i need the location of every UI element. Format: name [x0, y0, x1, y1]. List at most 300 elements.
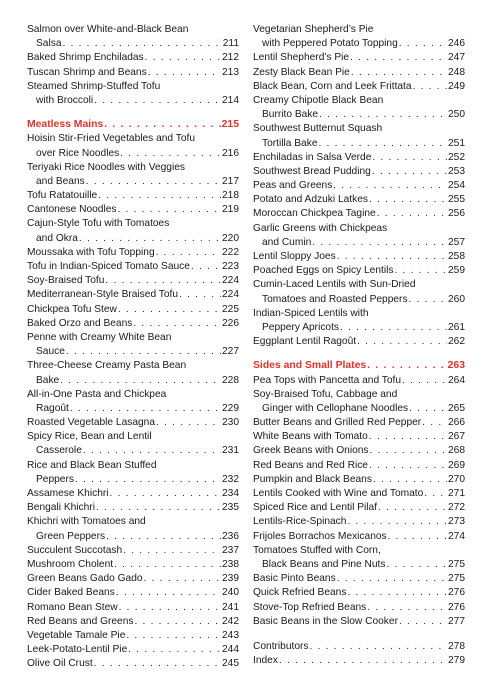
- toc-entry-title: Three-Cheese Creamy Pasta Bean: [27, 360, 187, 372]
- dot-leader: [62, 37, 221, 51]
- toc-entry-title: Baked Shrimp Enchiladas: [27, 52, 144, 64]
- toc-entry-line: [27, 260, 239, 274]
- toc-entry-line: [27, 147, 239, 161]
- toc-entry-title: Peppery Apricots: [262, 321, 340, 333]
- dot-leader: [106, 530, 221, 544]
- toc-entry[interactable]: [27, 515, 239, 543]
- toc-section-heading[interactable]: [253, 359, 465, 373]
- toc-page-number: 271: [448, 488, 465, 499]
- toc-entry[interactable]: [253, 23, 465, 51]
- toc-entry[interactable]: [253, 51, 465, 65]
- toc-entry[interactable]: [253, 179, 465, 193]
- toc-entry[interactable]: [27, 586, 239, 600]
- toc-entry-line: [253, 416, 465, 430]
- dot-leader: [372, 151, 447, 165]
- toc-entry-line: [253, 374, 465, 388]
- toc-entry-title: Spicy Rice, Bean and Lentil: [27, 431, 152, 443]
- toc-entry-line: [253, 444, 465, 458]
- toc-entry[interactable]: [253, 544, 465, 572]
- dot-leader: [413, 80, 447, 94]
- toc-entry[interactable]: [253, 94, 465, 122]
- toc-entry-line: [253, 544, 465, 558]
- toc-entry-line: [27, 615, 239, 629]
- dot-leader: [70, 402, 221, 416]
- toc-entry-line: [253, 37, 465, 51]
- toc-entry[interactable]: [27, 487, 239, 501]
- toc-page-number: 275: [448, 573, 465, 585]
- toc-entry[interactable]: [253, 473, 465, 487]
- toc-entry[interactable]: [27, 501, 239, 515]
- toc-page-number: 254: [448, 180, 465, 192]
- toc-right-column: [253, 23, 465, 668]
- toc-entry-title: Moroccan Chickpea Tagine: [253, 208, 376, 220]
- dot-leader: [118, 303, 221, 317]
- toc-entry[interactable]: [253, 207, 465, 221]
- toc-entry-title: Lentil Sloppy Joes: [253, 251, 336, 262]
- toc-entry[interactable]: [253, 640, 465, 654]
- toc-entry-line: [253, 23, 465, 37]
- toc-page-number: 214: [222, 94, 239, 106]
- toc-entry-line: [27, 246, 239, 260]
- toc-entry-title: White Beans with Tomato: [253, 431, 368, 443]
- toc-entry-line: [253, 94, 465, 108]
- toc-entry[interactable]: [253, 193, 465, 207]
- toc-entry-title: Pea Tops with Pancetta and Tofu: [253, 374, 402, 386]
- toc-entry-line: [27, 51, 239, 65]
- dot-leader: [319, 137, 448, 151]
- toc-entry-line: [253, 459, 465, 473]
- toc-entry-title: Penne with Creamy White Bean: [27, 331, 172, 343]
- toc-spacer: [253, 629, 465, 640]
- dot-leader: [409, 293, 447, 307]
- toc-entry[interactable]: [253, 459, 465, 473]
- dot-leader: [422, 416, 447, 430]
- toc-entry[interactable]: [27, 317, 239, 331]
- toc-entry-line: [253, 601, 465, 615]
- dot-leader: [86, 175, 221, 189]
- toc-entry-title: Ginger with Cellophane Noodles: [262, 402, 409, 414]
- toc-page-number: 269: [448, 459, 465, 471]
- toc-page-number: 244: [222, 644, 239, 656]
- toc-entry-line: [253, 179, 465, 193]
- toc-entry-title: Tomatoes Stuffed with Corn,: [253, 544, 381, 556]
- dot-leader: [373, 473, 447, 487]
- toc-entry[interactable]: [27, 388, 239, 416]
- toc-entry-line: [27, 37, 239, 51]
- toc-page-number: 266: [448, 417, 465, 429]
- toc-entry[interactable]: [253, 444, 465, 458]
- toc-entry[interactable]: [27, 601, 239, 615]
- dot-leader: [83, 444, 221, 458]
- toc-entry[interactable]: [27, 132, 239, 160]
- dot-leader: [333, 179, 447, 193]
- toc-page-number: 213: [222, 66, 239, 78]
- dot-leader: [424, 487, 447, 501]
- toc-entry-title: Teriyaki Rice Noodles with Veggies: [27, 161, 185, 173]
- dot-leader: [350, 51, 447, 65]
- toc-entry-line: [27, 657, 239, 671]
- dot-leader: [191, 260, 221, 274]
- toc-entry-line: [253, 307, 465, 321]
- toc-page-number: 225: [222, 303, 239, 315]
- toc-page-number: 276: [448, 601, 465, 613]
- toc-entry-title: Assamese Khichri: [27, 488, 109, 499]
- toc-entry-title: Quick Refried Beans: [253, 587, 347, 599]
- toc-page-number: 273: [448, 516, 465, 528]
- toc-entry-title: Stove-Top Refried Beans: [253, 601, 367, 613]
- toc-entry-title: Soy-Braised Tofu, Cabbage and: [253, 388, 398, 400]
- toc-entry[interactable]: [27, 359, 239, 387]
- dot-leader: [399, 615, 447, 629]
- toc-entry-title: Romano Bean Stew: [27, 601, 118, 613]
- toc-entry[interactable]: [27, 274, 239, 288]
- toc-entry-title: Poached Eggs on Spicy Lentils: [253, 265, 394, 277]
- toc-page-number: 261: [448, 321, 465, 333]
- toc-page-number: 264: [448, 374, 465, 386]
- dot-leader: [114, 558, 221, 572]
- toc-entry-title: Eggplant Lentil Ragoût: [253, 336, 357, 348]
- toc-entry-title: Ragoût: [36, 402, 69, 414]
- dot-leader: [386, 558, 447, 572]
- toc-entry-title: Cajun-Style Tofu with Tomatoes: [27, 218, 170, 230]
- toc-page-number: 268: [448, 445, 465, 457]
- toc-entry-line: [253, 193, 465, 207]
- toc-entry-line: [27, 487, 239, 501]
- toc-entry[interactable]: [27, 303, 239, 317]
- toc-entry-title: Red Beans and Greens: [27, 615, 134, 627]
- dot-leader: [117, 203, 221, 217]
- toc-page-number: 260: [448, 293, 465, 305]
- toc-entry[interactable]: [27, 643, 239, 657]
- toc-entry[interactable]: [253, 601, 465, 615]
- toc-entry-title: Indian-Spiced Lentils with: [253, 307, 369, 319]
- toc-page-number: 237: [222, 544, 239, 556]
- toc-left-column: [27, 23, 239, 671]
- toc-entry[interactable]: [27, 260, 239, 274]
- toc-entry-title: Southwest Bread Pudding: [253, 165, 371, 177]
- toc-page-number: 272: [448, 502, 465, 514]
- toc-entry-title: Baked Orzo and Beans: [27, 317, 133, 329]
- toc-entry-title: Basic Pinto Beans: [253, 573, 336, 585]
- toc-entry-title: Lentils Cooked with Wine and Tomato: [253, 488, 424, 499]
- toc-entry-line: [27, 317, 239, 331]
- toc-page-number: 252: [448, 151, 465, 163]
- dot-leader: [372, 165, 447, 179]
- dot-leader: [179, 288, 221, 302]
- toc-entry-line: [27, 80, 239, 94]
- toc-entry-line: [253, 640, 465, 654]
- toc-entry[interactable]: [27, 629, 239, 643]
- toc-page-number: 253: [448, 165, 465, 177]
- toc-page-number: 232: [222, 473, 239, 485]
- toc-entry-line: [27, 66, 239, 80]
- toc-entry-line: [27, 444, 239, 458]
- toc-entry[interactable]: [27, 572, 239, 586]
- toc-entry-line: [27, 23, 239, 37]
- toc-entry-title: Southwest Butternut Squash: [253, 123, 383, 135]
- toc-page-number: 222: [222, 246, 239, 258]
- toc-entry[interactable]: [253, 278, 465, 306]
- toc-entry-title: with Peppered Potato Topping: [262, 38, 398, 50]
- toc-entry-line: [27, 359, 239, 373]
- toc-entry[interactable]: [253, 122, 465, 150]
- dot-leader: [369, 193, 447, 207]
- toc-page-number: 234: [222, 488, 239, 499]
- toc-page-number: 220: [222, 232, 239, 244]
- toc-entry-title: and Cumin: [262, 236, 312, 248]
- toc-entry-line: [27, 388, 239, 402]
- toc-entry-title: Burrito Bake: [262, 109, 319, 121]
- toc-page-number: 227: [222, 346, 239, 358]
- toc-entry[interactable]: [253, 222, 465, 250]
- dot-leader: [75, 473, 221, 487]
- dot-leader: [370, 444, 447, 458]
- toc-entry-title: Chickpea Tofu Stew: [27, 303, 117, 315]
- toc-page-number: 251: [448, 137, 465, 149]
- toc-entry[interactable]: [253, 416, 465, 430]
- toc-entry-line: [253, 402, 465, 416]
- toc-entry[interactable]: [27, 161, 239, 189]
- toc-page-number: 229: [222, 402, 239, 414]
- toc-entry[interactable]: [253, 615, 465, 629]
- toc-entry-line: [27, 331, 239, 345]
- dot-leader: [378, 501, 447, 515]
- toc-page-number: 276: [448, 587, 465, 599]
- toc-entry-title: Salsa: [36, 38, 62, 50]
- toc-page-number: 255: [448, 194, 465, 206]
- toc-entry-line: [27, 501, 239, 515]
- toc-entry[interactable]: [27, 459, 239, 487]
- dot-leader: [399, 37, 447, 51]
- toc-entry-line: [27, 643, 239, 657]
- toc-page-number: 224: [222, 289, 239, 301]
- toc-page-number: 247: [448, 52, 465, 64]
- toc-page-number: 224: [222, 275, 239, 287]
- toc-entry-line: [253, 530, 465, 544]
- dot-leader: [337, 572, 447, 586]
- dot-leader: [66, 345, 221, 359]
- toc-entry-title: Spiced Rice and Lentil Pilaf: [253, 502, 378, 514]
- toc-entry[interactable]: [27, 331, 239, 359]
- dot-leader: [367, 601, 447, 615]
- toc-entry-title: Bengali Khichri: [27, 502, 95, 514]
- toc-entry-line: [27, 515, 239, 529]
- dot-leader: [60, 374, 221, 388]
- dot-leader: [279, 654, 447, 668]
- toc-entry-line: [253, 293, 465, 307]
- toc-entry[interactable]: [27, 203, 239, 217]
- toc-entry-title: Lentil Shepherd’s Pie: [253, 52, 350, 64]
- toc-page-number: 228: [222, 374, 239, 386]
- toc-entry[interactable]: [27, 217, 239, 245]
- toc-entry-title: Index: [253, 655, 278, 667]
- toc-entry[interactable]: [253, 586, 465, 600]
- toc-page-number: 265: [448, 402, 465, 414]
- toc-page-number: 217: [222, 175, 239, 187]
- toc-entry-line: [27, 175, 239, 189]
- toc-entry-title: Black Beans and Pine Nuts: [262, 558, 386, 570]
- toc-entry-title: Pumpkin and Black Beans: [253, 473, 372, 485]
- toc-entry-line: [253, 80, 465, 94]
- toc-page-number: 216: [222, 147, 239, 159]
- toc-entry-title: Steamed Shrimp-Stuffed Tofu: [27, 80, 161, 92]
- toc-entry-line: [253, 515, 465, 529]
- toc-entry[interactable]: [27, 80, 239, 108]
- toc-entry[interactable]: [27, 66, 239, 80]
- toc-entry-line: [27, 459, 239, 473]
- toc-entry-title: Lentils-Rice-Spinach: [253, 516, 347, 528]
- toc-entry-title: Casserole: [36, 445, 82, 457]
- toc-entry[interactable]: [253, 374, 465, 388]
- toc-entry-title: Green Beans Gado Gado: [27, 573, 143, 585]
- toc-page-number: 263: [447, 360, 465, 372]
- dot-leader: [119, 601, 221, 615]
- toc-entry-line: [253, 473, 465, 487]
- toc-entry[interactable]: [253, 165, 465, 179]
- toc-entry[interactable]: [253, 654, 465, 668]
- toc-entry-title: Olive Oil Crust: [27, 658, 93, 670]
- dot-leader: [110, 487, 221, 501]
- dot-leader: [134, 615, 221, 629]
- toc-page-number: 278: [448, 640, 465, 652]
- dot-leader: [312, 236, 447, 250]
- toc-page-number: 241: [222, 601, 239, 613]
- toc-entry[interactable]: [253, 335, 465, 349]
- toc-entry[interactable]: [27, 246, 239, 260]
- toc-page-number: 277: [448, 615, 465, 627]
- toc-entry-title: and Okra: [36, 232, 78, 244]
- toc-entry-title: Tuscan Shrimp and Beans: [27, 66, 147, 78]
- dot-leader: [156, 416, 221, 430]
- toc-entry[interactable]: [253, 80, 465, 94]
- toc-entry-title: Moussaka with Tofu Topping: [27, 246, 155, 258]
- toc-entry-line: [27, 402, 239, 416]
- toc-entry-line: [27, 189, 239, 203]
- toc-entry-line: [27, 558, 239, 572]
- toc-entry-line: [27, 586, 239, 600]
- toc-entry-line: [253, 430, 465, 444]
- toc-entry-line: [27, 473, 239, 487]
- toc-entry-line: [253, 321, 465, 335]
- toc-entry-line: [27, 544, 239, 558]
- toc-entry[interactable]: [27, 558, 239, 572]
- toc-entry-line: [253, 165, 465, 179]
- toc-entry[interactable]: [253, 430, 465, 444]
- toc-entry[interactable]: [253, 250, 465, 264]
- toc-entry-line: [253, 51, 465, 65]
- toc-entry[interactable]: [27, 615, 239, 629]
- dot-leader: [337, 250, 447, 264]
- toc-entry[interactable]: [253, 66, 465, 80]
- dot-leader: [105, 274, 221, 288]
- toc-entry-title: Meatless Mains: [27, 119, 104, 131]
- toc-entry-line: [27, 629, 239, 643]
- toc-entry-line: [27, 203, 239, 217]
- toc-entry[interactable]: [27, 657, 239, 671]
- toc-entry-line: [253, 487, 465, 501]
- toc-entry-line: [253, 122, 465, 136]
- toc-entry[interactable]: [27, 288, 239, 302]
- toc-entry-line: [253, 207, 465, 221]
- toc-page-number: 256: [448, 208, 465, 220]
- toc-entry-line: [253, 264, 465, 278]
- toc-entry-title: Cider Baked Beans: [27, 587, 115, 599]
- toc-entry-line: [27, 118, 239, 132]
- toc-entry-line: [253, 572, 465, 586]
- toc-entry-title: Mediterranean-Style Braised Tofu: [27, 289, 179, 301]
- toc-entry-line: [27, 374, 239, 388]
- toc-entry[interactable]: [253, 515, 465, 529]
- toc-entry-title: Tofu in Indian-Spiced Tomato Sauce: [27, 261, 190, 272]
- toc-entry[interactable]: [27, 544, 239, 558]
- toc-entry[interactable]: [253, 151, 465, 165]
- toc-page-number: 235: [222, 502, 239, 514]
- dot-leader: [123, 544, 221, 558]
- toc-entry[interactable]: [27, 430, 239, 458]
- toc-entry-title: Peas and Greens: [253, 180, 333, 192]
- toc-entry-line: [27, 288, 239, 302]
- toc-page-number: 236: [222, 530, 239, 542]
- toc-entry-line: [253, 501, 465, 515]
- toc-entry-title: Hoisin Stir-Fried Vegetables and Tofu: [27, 133, 195, 145]
- toc-entry[interactable]: [253, 307, 465, 335]
- toc-entry-line: [27, 345, 239, 359]
- toc-entry[interactable]: [27, 416, 239, 430]
- toc-entry-title: All-in-One Pasta and Chickpea: [27, 388, 167, 400]
- toc-entry-line: [253, 108, 465, 122]
- toc-entry-title: Garlic Greens with Chickpeas: [253, 222, 388, 234]
- toc-page-number: 212: [222, 52, 239, 64]
- toc-page-number: 270: [448, 473, 465, 485]
- toc-entry[interactable]: [253, 264, 465, 278]
- toc-entry-title: Potato and Adzuki Latkes: [253, 194, 368, 206]
- dot-leader: [116, 586, 221, 600]
- toc-entry-title: Bake: [36, 374, 60, 386]
- toc-entry-title: Greek Beans with Onions: [253, 445, 369, 457]
- toc-entry[interactable]: [27, 51, 239, 65]
- toc-entry[interactable]: [253, 572, 465, 586]
- toc-entry-title: Khichri with Tomatoes and: [27, 516, 146, 528]
- dot-leader: [357, 335, 447, 349]
- toc-entry-line: [253, 137, 465, 151]
- toc-page-number: 218: [222, 190, 239, 202]
- dot-leader: [94, 657, 221, 671]
- toc-entry-title: Vegetarian Shepherd’s Pie: [253, 24, 374, 35]
- toc-entry-title: Green Peppers: [36, 530, 106, 542]
- toc-entry[interactable]: [253, 487, 465, 501]
- toc-page-number: 257: [448, 236, 465, 248]
- toc-entry-title: Enchiladas in Salsa Verde: [253, 151, 372, 163]
- toc-entry[interactable]: [253, 501, 465, 515]
- toc-entry-title: Basic Beans in the Slow Cooker: [253, 615, 398, 627]
- toc-entry-line: [253, 151, 465, 165]
- dot-leader: [409, 402, 447, 416]
- toc-page-number: 240: [222, 587, 239, 599]
- toc-section-heading[interactable]: [27, 118, 239, 132]
- dot-leader: [79, 232, 221, 246]
- toc-entry-title: Tomatoes and Roasted Peppers: [262, 293, 408, 305]
- toc-entry-line: [27, 161, 239, 175]
- toc-entry-line: [253, 250, 465, 264]
- toc-entry-line: [27, 274, 239, 288]
- toc-entry[interactable]: [27, 189, 239, 203]
- toc-page-number: 279: [448, 655, 465, 667]
- toc-entry[interactable]: [253, 530, 465, 544]
- toc-entry[interactable]: [253, 388, 465, 416]
- toc-entry-title: Vegetable Tamale Pie: [27, 629, 126, 641]
- dot-leader: [120, 147, 221, 161]
- toc-entry[interactable]: [27, 23, 239, 51]
